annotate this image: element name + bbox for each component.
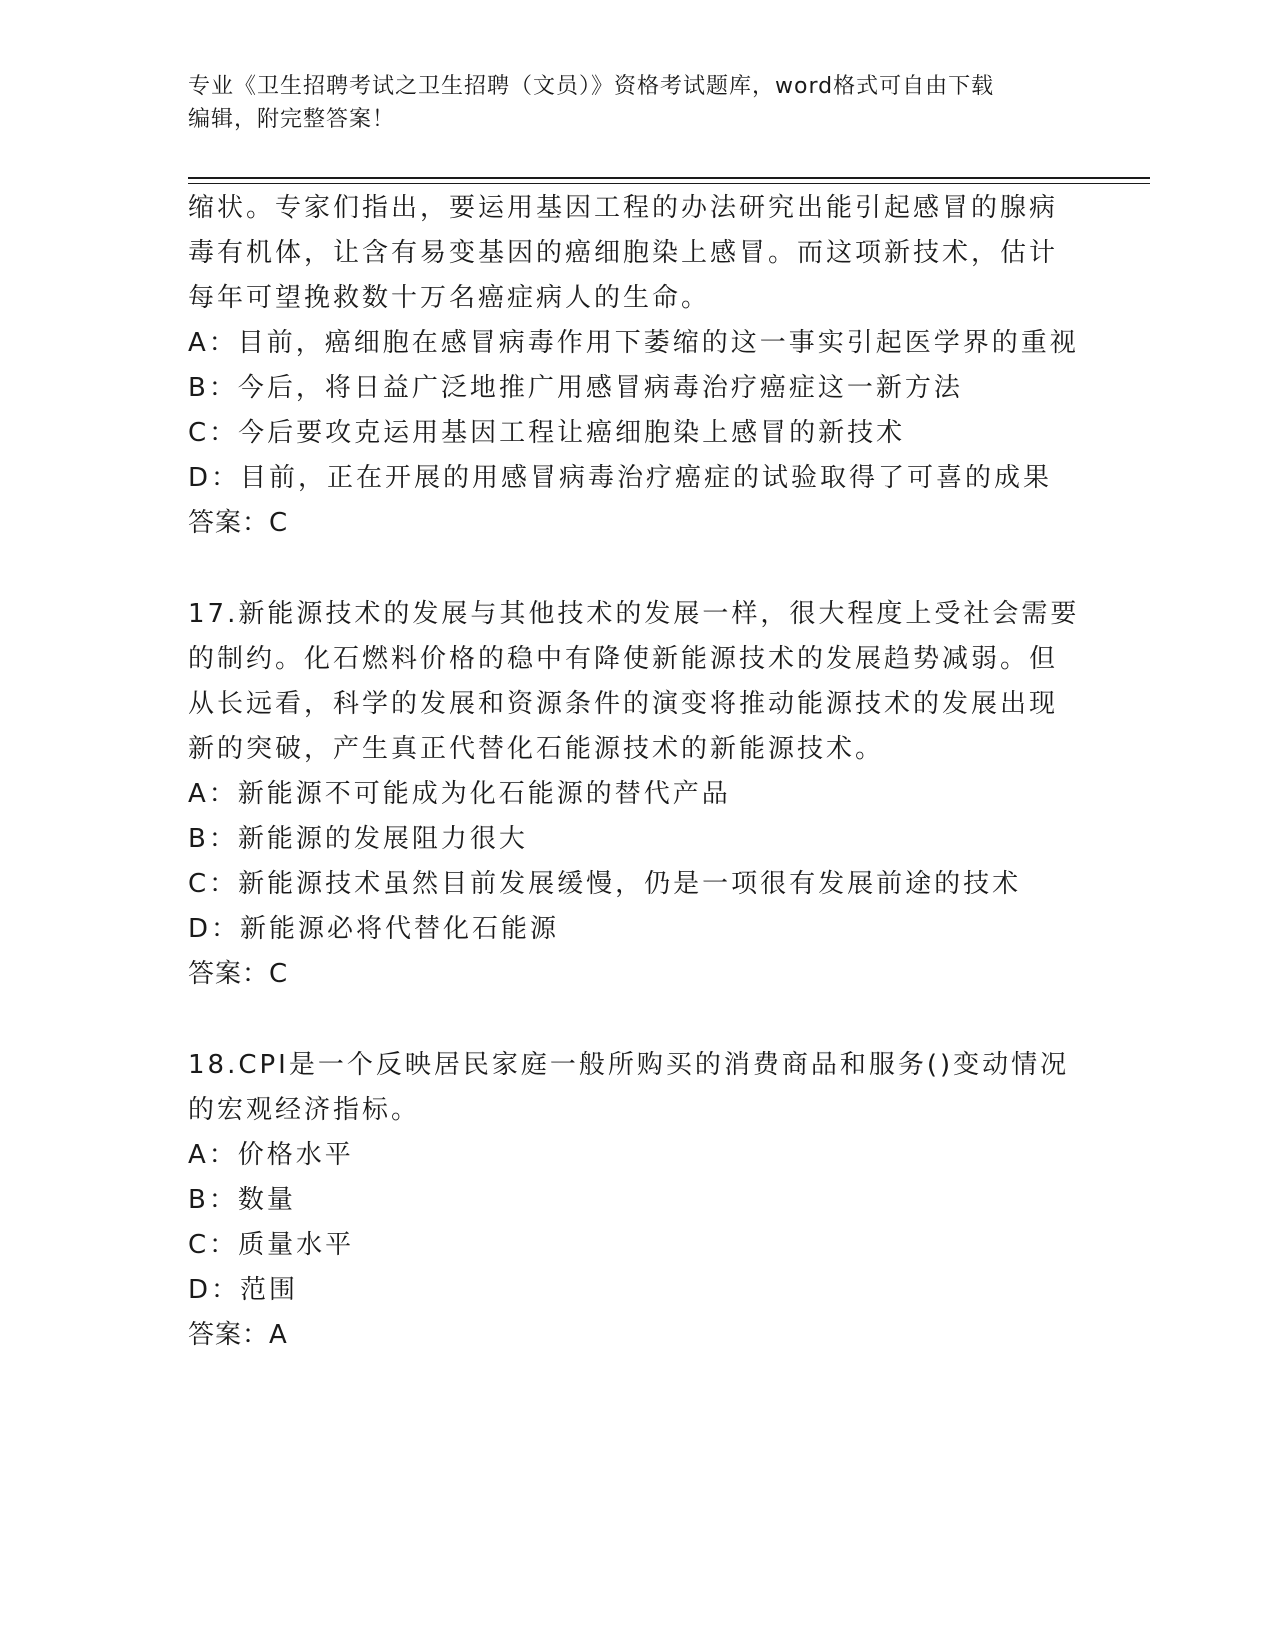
option-c: C：新能源技术虽然目前发展缓慢，仍是一项很有发展前途的技术 xyxy=(188,869,1022,899)
question-stem-line: 17.新能源技术的发展与其他技术的发展一样，很大程度上受社会需要 xyxy=(188,599,1080,629)
question-stem-line: 每年可望挽救数十万名癌症病人的生命。 xyxy=(188,283,711,313)
answer-line: 答案：A xyxy=(188,1320,288,1350)
option-d: D：新能源必将代替化石能源 xyxy=(188,914,560,944)
option-a: A：价格水平 xyxy=(188,1140,354,1170)
question-list xyxy=(188,186,1088,1358)
option-a: A：目前，癌细胞在感冒病毒作用下萎缩的这一事实引起医学界的重视 xyxy=(188,328,1079,358)
option-d: D：目前，正在开展的用感冒病毒治疗癌症的试验取得了可喜的成果 xyxy=(188,463,1053,493)
question-stem-line: 缩状。专家们指出，要运用基因工程的办法研究出能引起感冒的腺病 xyxy=(188,193,1059,223)
question-stem-line: 从长远看，科学的发展和资源条件的演变将推动能源技术的发展出现 xyxy=(188,689,1059,719)
question-16 xyxy=(188,186,1088,546)
question-spacer xyxy=(188,997,1088,1043)
option-b: B：新能源的发展阻力很大 xyxy=(188,824,528,854)
option-d: D：范围 xyxy=(188,1275,299,1305)
option-b: B：今后，将日益广泛地推广用感冒病毒治疗癌症这一新方法 xyxy=(188,373,963,403)
answer-line: 答案：C xyxy=(188,959,289,989)
header-divider-thin xyxy=(188,183,1150,184)
question-stem-line: 18.CPI是一个反映居民家庭一般所购买的消费商品和服务()变动情况 xyxy=(188,1050,1070,1080)
option-b: B：数量 xyxy=(188,1185,296,1215)
header-divider-thick xyxy=(188,177,1150,179)
question-18 xyxy=(188,1043,1088,1358)
question-17 xyxy=(188,592,1088,997)
option-c: C：质量水平 xyxy=(188,1230,355,1260)
question-stem-line: 新的突破，产生真正代替化石能源技术的新能源技术。 xyxy=(188,734,885,764)
question-stem-line: 毒有机体，让含有易变基因的癌细胞染上感冒。而这项新技术，估计 xyxy=(188,238,1059,268)
option-c: C：今后要攻克运用基因工程让癌细胞染上感冒的新技术 xyxy=(188,418,906,448)
header-title-line-1: 专业《卫生招聘考试之卫生招聘（文员）》资格考试题库，word格式可自由下载 xyxy=(188,74,995,99)
question-stem-line: 的宏观经济指标。 xyxy=(188,1095,421,1125)
answer-line: 答案：C xyxy=(188,508,289,538)
page-header xyxy=(188,70,1068,136)
header-title-line-2: 编辑，附完整答案！ xyxy=(188,107,396,132)
question-spacer xyxy=(188,546,1088,592)
option-a: A：新能源不可能成为化石能源的替代产品 xyxy=(188,779,731,809)
question-stem-line: 的制约。化石燃料价格的稳中有降使新能源技术的发展趋势减弱。但 xyxy=(188,644,1059,674)
